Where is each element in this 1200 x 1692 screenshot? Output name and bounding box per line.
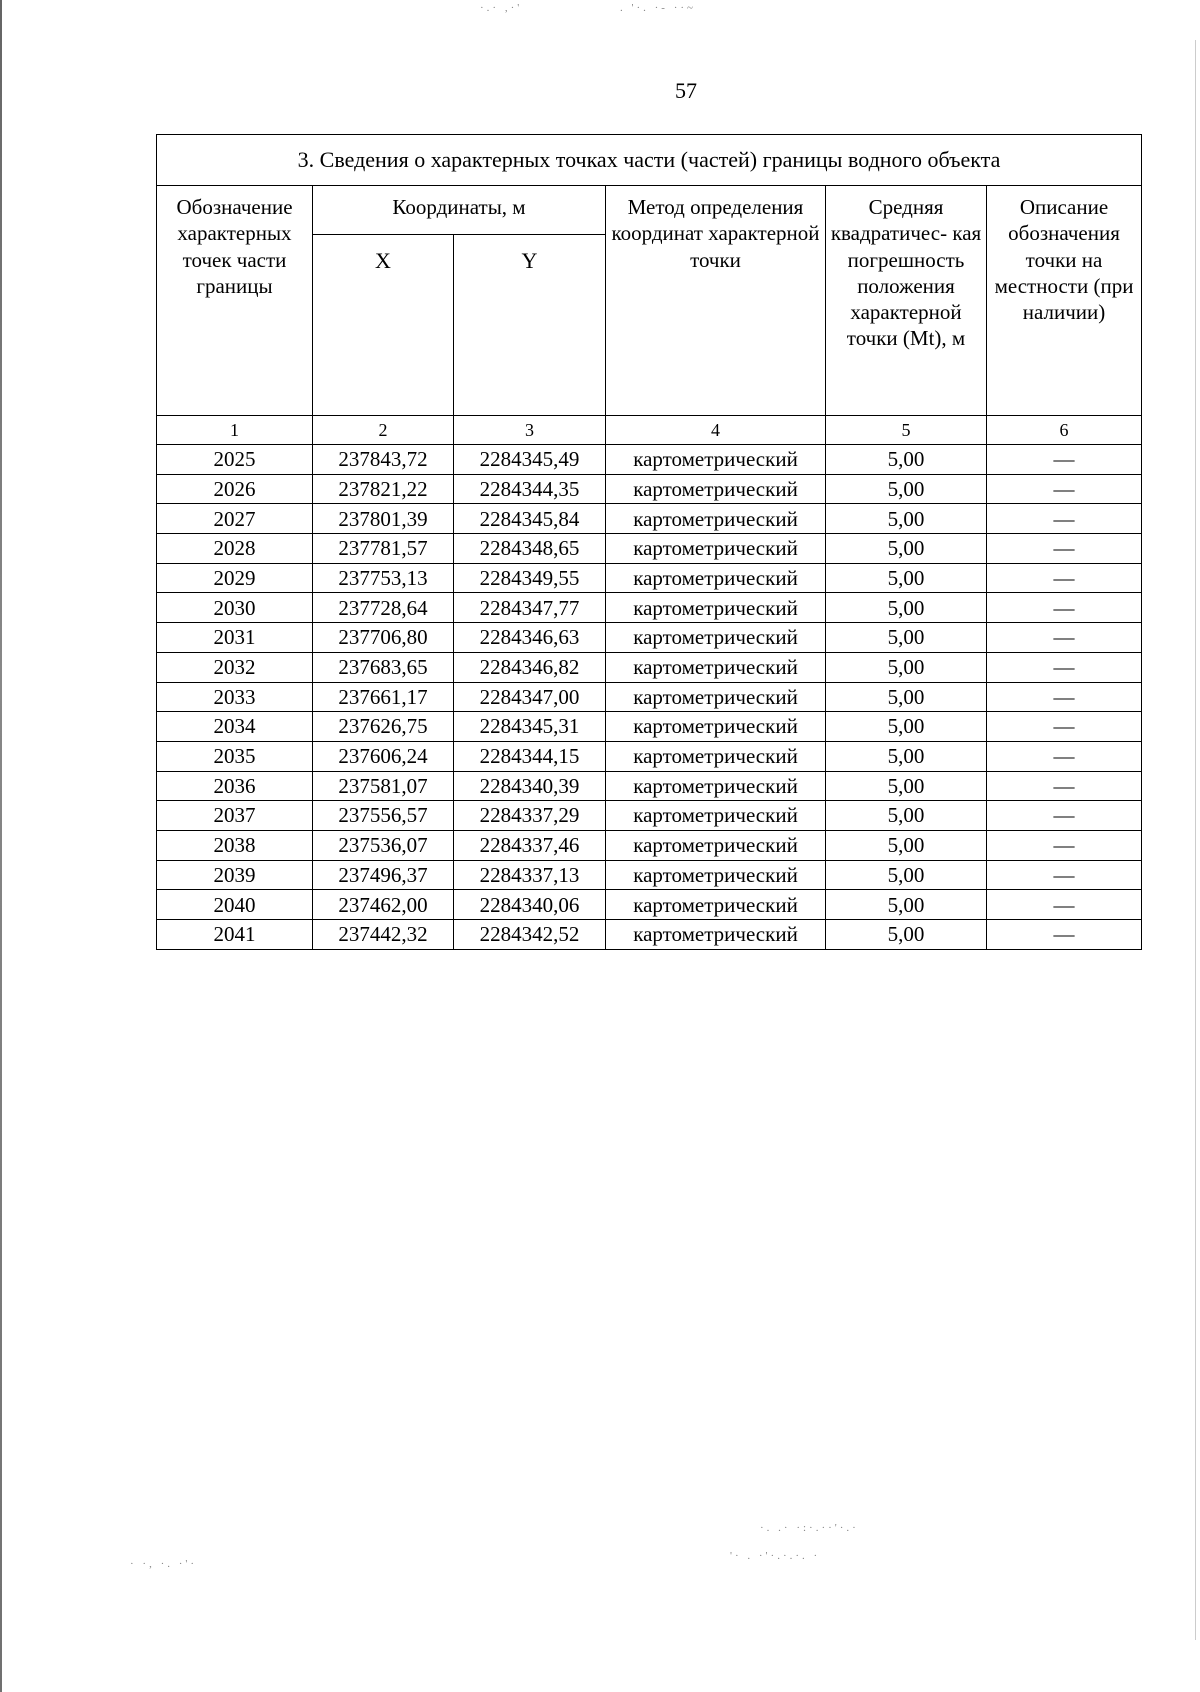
y-coordinate-cell: 2284340,39	[454, 771, 606, 801]
method-cell: картометрический	[606, 652, 826, 682]
y-coordinate-cell: 2284347,00	[454, 682, 606, 712]
y-coordinate-cell: 2284345,84	[454, 504, 606, 534]
dash-mark: —	[1053, 773, 1075, 798]
dash-mark: —	[1053, 833, 1075, 858]
y-coordinate-cell: 2284337,46	[454, 830, 606, 860]
method-cell: картометрический	[606, 890, 826, 920]
boundary-points-table-wrapper	[156, 134, 1141, 950]
dash-mark: —	[1053, 862, 1075, 887]
table-row	[157, 652, 1142, 682]
description-cell	[987, 623, 1142, 653]
error-cell: 5,00	[826, 445, 987, 475]
point-cell: 2029	[157, 563, 313, 593]
table-body	[157, 445, 1142, 950]
y-coordinate-cell: 2284346,82	[454, 652, 606, 682]
error-cell: 5,00	[826, 593, 987, 623]
error-cell: 5,00	[826, 682, 987, 712]
point-cell: 2025	[157, 445, 313, 475]
x-coordinate-cell: 237556,57	[313, 801, 454, 831]
x-coordinate-cell: 237843,72	[313, 445, 454, 475]
table-row	[157, 623, 1142, 653]
y-coordinate-cell: 2284337,13	[454, 860, 606, 890]
table-row	[157, 801, 1142, 831]
column-number: 1	[157, 416, 313, 445]
x-coordinate-cell: 237661,17	[313, 682, 454, 712]
dash-mark: —	[1053, 744, 1075, 769]
table-row	[157, 563, 1142, 593]
method-cell: картометрический	[606, 445, 826, 475]
description-cell	[987, 563, 1142, 593]
boundary-points-table	[156, 134, 1142, 950]
x-coordinate-cell: 237781,57	[313, 534, 454, 564]
point-cell: 2028	[157, 534, 313, 564]
x-coordinate-cell: 237606,24	[313, 741, 454, 771]
table-row	[157, 712, 1142, 742]
header-method: Метод определения координат характерной точки	[606, 186, 826, 416]
table-caption: 3. Сведения о характерных точках части (частей) границы водного объекта	[157, 135, 1142, 186]
error-cell: 5,00	[826, 801, 987, 831]
y-coordinate-cell: 2284344,15	[454, 741, 606, 771]
error-cell: 5,00	[826, 860, 987, 890]
x-coordinate-cell: 237581,07	[313, 771, 454, 801]
page-number: 57	[675, 78, 697, 103]
scan-speckle: ·.· ,·'	[480, 2, 523, 14]
dash-mark: —	[1053, 447, 1075, 472]
header-coordinates: Координаты, м	[313, 186, 606, 235]
table-row	[157, 741, 1142, 771]
method-cell: картометрический	[606, 682, 826, 712]
error-cell: 5,00	[826, 830, 987, 860]
y-coordinate-cell: 2284340,06	[454, 890, 606, 920]
method-cell: картометрический	[606, 920, 826, 950]
table-row	[157, 830, 1142, 860]
dash-mark: —	[1053, 625, 1075, 650]
method-cell: картометрический	[606, 504, 826, 534]
description-cell	[987, 652, 1142, 682]
x-coordinate-cell: 237821,22	[313, 474, 454, 504]
scan-speckle: ·. .· ·:·.··'·.·	[760, 1522, 859, 1534]
point-cell: 2031	[157, 623, 313, 653]
error-cell: 5,00	[826, 534, 987, 564]
header-designation: Обозначение характерных точек части границы	[157, 186, 313, 416]
table-row	[157, 771, 1142, 801]
point-cell: 2037	[157, 801, 313, 831]
x-coordinate-cell: 237683,65	[313, 652, 454, 682]
table-row	[157, 504, 1142, 534]
scan-speckle: · ·, ·. ·'·	[130, 1558, 198, 1570]
dash-mark: —	[1053, 803, 1075, 828]
method-cell: картометрический	[606, 771, 826, 801]
table-row	[157, 682, 1142, 712]
point-cell: 2040	[157, 890, 313, 920]
y-coordinate-cell: 2284342,52	[454, 920, 606, 950]
method-cell: картометрический	[606, 534, 826, 564]
dash-mark: —	[1053, 684, 1075, 709]
y-coordinate-cell: 2284337,29	[454, 801, 606, 831]
column-number: 6	[987, 416, 1142, 445]
table-row	[157, 890, 1142, 920]
method-cell: картометрический	[606, 741, 826, 771]
x-coordinate-cell: 237626,75	[313, 712, 454, 742]
scan-speckle: '· . ·'·.·.·. ·	[730, 1550, 821, 1562]
point-cell: 2033	[157, 682, 313, 712]
method-cell: картометрический	[606, 712, 826, 742]
method-cell: картометрический	[606, 474, 826, 504]
x-coordinate-cell: 237462,00	[313, 890, 454, 920]
y-coordinate-cell: 2284348,65	[454, 534, 606, 564]
x-coordinate-cell: 237442,32	[313, 920, 454, 950]
description-cell	[987, 741, 1142, 771]
point-cell: 2026	[157, 474, 313, 504]
point-cell: 2027	[157, 504, 313, 534]
method-cell: картометрический	[606, 860, 826, 890]
x-coordinate-cell: 237753,13	[313, 563, 454, 593]
error-cell: 5,00	[826, 563, 987, 593]
y-coordinate-cell: 2284347,77	[454, 593, 606, 623]
header-y: Y	[454, 235, 606, 416]
x-coordinate-cell: 237536,07	[313, 830, 454, 860]
description-cell	[987, 445, 1142, 475]
description-cell	[987, 830, 1142, 860]
dash-mark: —	[1053, 892, 1075, 917]
point-cell: 2041	[157, 920, 313, 950]
description-cell	[987, 890, 1142, 920]
dash-mark: —	[1053, 655, 1075, 680]
scan-edge-right	[1195, 40, 1196, 1640]
x-coordinate-cell: 237728,64	[313, 593, 454, 623]
error-cell: 5,00	[826, 652, 987, 682]
dash-mark: —	[1053, 476, 1075, 501]
error-cell: 5,00	[826, 712, 987, 742]
point-cell: 2032	[157, 652, 313, 682]
method-cell: картометрический	[606, 563, 826, 593]
y-coordinate-cell: 2284345,49	[454, 445, 606, 475]
error-cell: 5,00	[826, 920, 987, 950]
dash-mark: —	[1053, 595, 1075, 620]
dash-mark: —	[1053, 922, 1075, 947]
point-cell: 2036	[157, 771, 313, 801]
table-row	[157, 445, 1142, 475]
point-cell: 2038	[157, 830, 313, 860]
method-cell: картометрический	[606, 593, 826, 623]
description-cell	[987, 534, 1142, 564]
description-cell	[987, 682, 1142, 712]
description-cell	[987, 771, 1142, 801]
table-row	[157, 860, 1142, 890]
x-coordinate-cell: 237801,39	[313, 504, 454, 534]
header-x: X	[313, 235, 454, 416]
description-cell	[987, 860, 1142, 890]
x-coordinate-cell: 237496,37	[313, 860, 454, 890]
x-coordinate-cell: 237706,80	[313, 623, 454, 653]
point-cell: 2039	[157, 860, 313, 890]
header-error: Средняя квадратичес- кая погрешность положения характерной точки (Mt), м	[826, 186, 987, 416]
error-cell: 5,00	[826, 504, 987, 534]
scan-edge	[0, 0, 2, 1692]
error-cell: 5,00	[826, 623, 987, 653]
y-coordinate-cell: 2284345,31	[454, 712, 606, 742]
point-cell: 2035	[157, 741, 313, 771]
description-cell	[987, 712, 1142, 742]
point-cell: 2034	[157, 712, 313, 742]
dash-mark: —	[1053, 565, 1075, 590]
description-cell	[987, 474, 1142, 504]
dash-mark: —	[1053, 506, 1075, 531]
error-cell: 5,00	[826, 890, 987, 920]
column-number: 3	[454, 416, 606, 445]
dash-mark: —	[1053, 714, 1075, 739]
description-cell	[987, 504, 1142, 534]
table-row	[157, 474, 1142, 504]
method-cell: картометрический	[606, 623, 826, 653]
header-description: Описание обозначения точки на местности (при наличии)	[987, 186, 1142, 416]
table-row	[157, 534, 1142, 564]
table-row	[157, 593, 1142, 623]
table-row	[157, 920, 1142, 950]
description-cell	[987, 593, 1142, 623]
method-cell: картометрический	[606, 830, 826, 860]
column-number: 5	[826, 416, 987, 445]
y-coordinate-cell: 2284344,35	[454, 474, 606, 504]
error-cell: 5,00	[826, 741, 987, 771]
error-cell: 5,00	[826, 474, 987, 504]
description-cell	[987, 920, 1142, 950]
dash-mark: —	[1053, 536, 1075, 561]
y-coordinate-cell: 2284346,63	[454, 623, 606, 653]
y-coordinate-cell: 2284349,55	[454, 563, 606, 593]
description-cell	[987, 801, 1142, 831]
column-number: 4	[606, 416, 826, 445]
scan-speckle: . '·. ·- ··~	[620, 2, 696, 14]
point-cell: 2030	[157, 593, 313, 623]
column-number-row	[157, 416, 1142, 445]
method-cell: картометрический	[606, 801, 826, 831]
error-cell: 5,00	[826, 771, 987, 801]
column-number: 2	[313, 416, 454, 445]
